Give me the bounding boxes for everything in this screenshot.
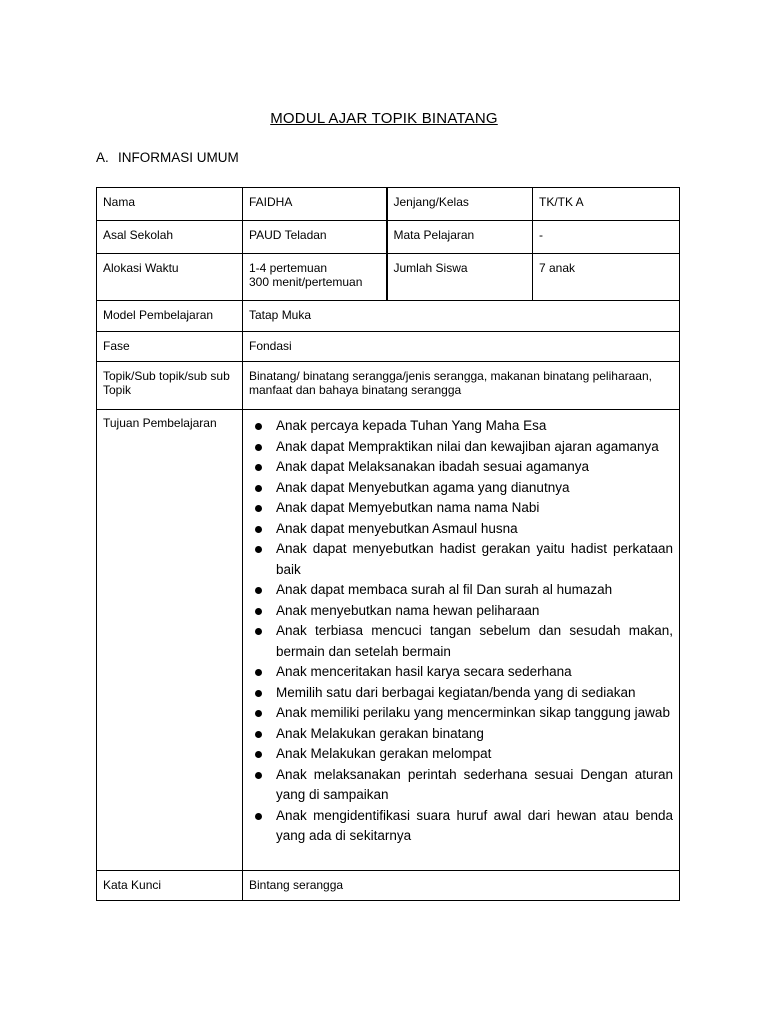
kunci-label: Kata Kunci bbox=[97, 871, 243, 901]
table-row bbox=[97, 362, 680, 410]
mapel-value: - bbox=[533, 221, 680, 254]
bullet-icon bbox=[255, 464, 262, 471]
alokasi-label: Alokasi Waktu bbox=[97, 254, 243, 301]
bullet-icon bbox=[255, 505, 262, 512]
list-item-text: Anak terbiasa mencuci tangan sebelum dan sesudah makan, bermain dan setelah bermain bbox=[276, 623, 673, 659]
bullet-icon bbox=[255, 526, 262, 533]
topik-label-line: Topik bbox=[103, 383, 132, 397]
bullet-icon bbox=[255, 546, 262, 553]
list-item bbox=[249, 478, 673, 499]
list-item bbox=[249, 806, 673, 847]
jenjang-label: Jenjang/Kelas bbox=[387, 188, 533, 221]
topik-label-line: Topik/Sub topik/sub sub bbox=[103, 369, 230, 383]
list-item bbox=[249, 724, 673, 745]
list-item-text: Anak percaya kepada Tuhan Yang Maha Esa bbox=[276, 418, 547, 433]
list-item bbox=[249, 457, 673, 478]
list-item-text: Anak memiliki perilaku yang mencerminkan sikap tanggung jawab bbox=[276, 705, 670, 720]
bullet-icon bbox=[255, 485, 262, 492]
table-row bbox=[97, 410, 680, 871]
bullet-icon bbox=[255, 813, 262, 820]
jenjang-value: TK/TK A bbox=[533, 188, 680, 221]
nama-value: FAIDHA bbox=[243, 188, 387, 221]
list-item-text: Anak melaksanakan perintah sederhana sesuai Dengan aturan yang di sampaikan bbox=[276, 766, 673, 802]
list-item bbox=[249, 519, 673, 540]
model-label: Model Pembelajaran bbox=[97, 301, 243, 332]
list-item bbox=[249, 662, 673, 683]
list-item-text: Anak dapat membaca surah al fil Dan surah al humazah bbox=[276, 582, 613, 597]
bullet-icon bbox=[255, 669, 262, 676]
topik-value-line: manfaat dan bahaya binatang serangga bbox=[249, 383, 462, 397]
topik-label bbox=[97, 362, 243, 410]
tujuan-value bbox=[243, 410, 680, 871]
tujuan-label: Tujuan Pembelajaran bbox=[97, 410, 243, 871]
siswa-label: Jumlah Siswa bbox=[387, 254, 533, 301]
list-item bbox=[249, 744, 673, 765]
mapel-label: Mata Pelajaran bbox=[387, 221, 533, 254]
list-item-text: Anak dapat Memyebutkan nama nama Nabi bbox=[276, 500, 540, 515]
bullet-icon bbox=[255, 690, 262, 697]
topik-value bbox=[243, 362, 680, 410]
section-number: A. bbox=[96, 150, 109, 165]
sekolah-value: PAUD Teladan bbox=[243, 221, 387, 254]
list-item-text: Anak menceritakan hasil karya secara sederhana bbox=[276, 664, 572, 679]
list-item bbox=[249, 539, 673, 580]
list-item bbox=[249, 601, 673, 622]
nama-label: Nama bbox=[97, 188, 243, 221]
list-item bbox=[249, 498, 673, 519]
list-item bbox=[249, 621, 673, 662]
list-item-text: Memilih satu dari berbagai kegiatan/benda yang di sediakan bbox=[276, 684, 636, 700]
bullet-icon bbox=[255, 772, 262, 779]
list-item bbox=[249, 437, 673, 458]
bullet-icon bbox=[255, 444, 262, 451]
alokasi-value-line: 300 menit/pertemuan bbox=[249, 275, 363, 289]
alokasi-value bbox=[243, 254, 387, 301]
document-title: MODUL AJAR TOPIK BINATANG bbox=[270, 110, 498, 127]
siswa-value: 7 anak bbox=[533, 254, 680, 301]
bullet-icon bbox=[255, 423, 262, 430]
bullet-icon bbox=[255, 731, 262, 738]
bullet-icon bbox=[255, 710, 262, 717]
table-row bbox=[97, 254, 680, 301]
section-heading bbox=[96, 150, 239, 165]
list-item bbox=[249, 765, 673, 806]
table-row bbox=[97, 221, 680, 254]
fase-label: Fase bbox=[97, 332, 243, 362]
list-item bbox=[249, 416, 673, 437]
list-item bbox=[249, 580, 673, 601]
tujuan-list bbox=[249, 416, 673, 847]
info-table bbox=[96, 187, 680, 901]
topik-value-line: Binatang/ binatang serangga/jenis serangga, makanan binatang peliharaan, bbox=[249, 369, 652, 383]
section-label: INFORMASI UMUM bbox=[118, 150, 239, 165]
list-item-text: Anak dapat Menyebutkan agama yang dianutnya bbox=[276, 479, 570, 495]
list-item-text: Anak dapat Mempraktikan nilai dan kewajiban ajaran agamanya bbox=[276, 438, 659, 454]
list-item-text: Anak Melakukan gerakan melompat bbox=[276, 746, 492, 761]
bullet-icon bbox=[255, 608, 262, 615]
list-item-text: Anak dapat menyebutkan hadist gerakan yaitu hadist perkataan baik bbox=[276, 541, 673, 577]
alokasi-value-line: 1-4 pertemuan bbox=[249, 261, 328, 275]
bullet-icon bbox=[255, 587, 262, 594]
table-row bbox=[97, 188, 680, 221]
sekolah-label: Asal Sekolah bbox=[97, 221, 243, 254]
kunci-value: Bintang serangga bbox=[243, 871, 680, 901]
list-item bbox=[249, 703, 673, 724]
list-item-text: Anak dapat Melaksanakan ibadah sesuai agamanya bbox=[276, 459, 589, 474]
bullet-icon bbox=[255, 628, 262, 635]
list-item-text: Anak menyebutkan nama hewan peliharaan bbox=[276, 602, 540, 618]
list-item-text: Anak mengidentifikasi suara huruf awal dari hewan atau benda yang ada di sekitarnya bbox=[276, 807, 673, 843]
list-item-text: Anak dapat menyebutkan Asmaul husna bbox=[276, 520, 518, 536]
model-value: Tatap Muka bbox=[243, 301, 680, 332]
table-row bbox=[97, 332, 680, 362]
list-item bbox=[249, 683, 673, 704]
bullet-icon bbox=[255, 751, 262, 758]
list-item-text: Anak Melakukan gerakan binatang bbox=[276, 725, 484, 741]
table-row bbox=[97, 301, 680, 332]
fase-value: Fondasi bbox=[243, 332, 680, 362]
table-row bbox=[97, 871, 680, 901]
